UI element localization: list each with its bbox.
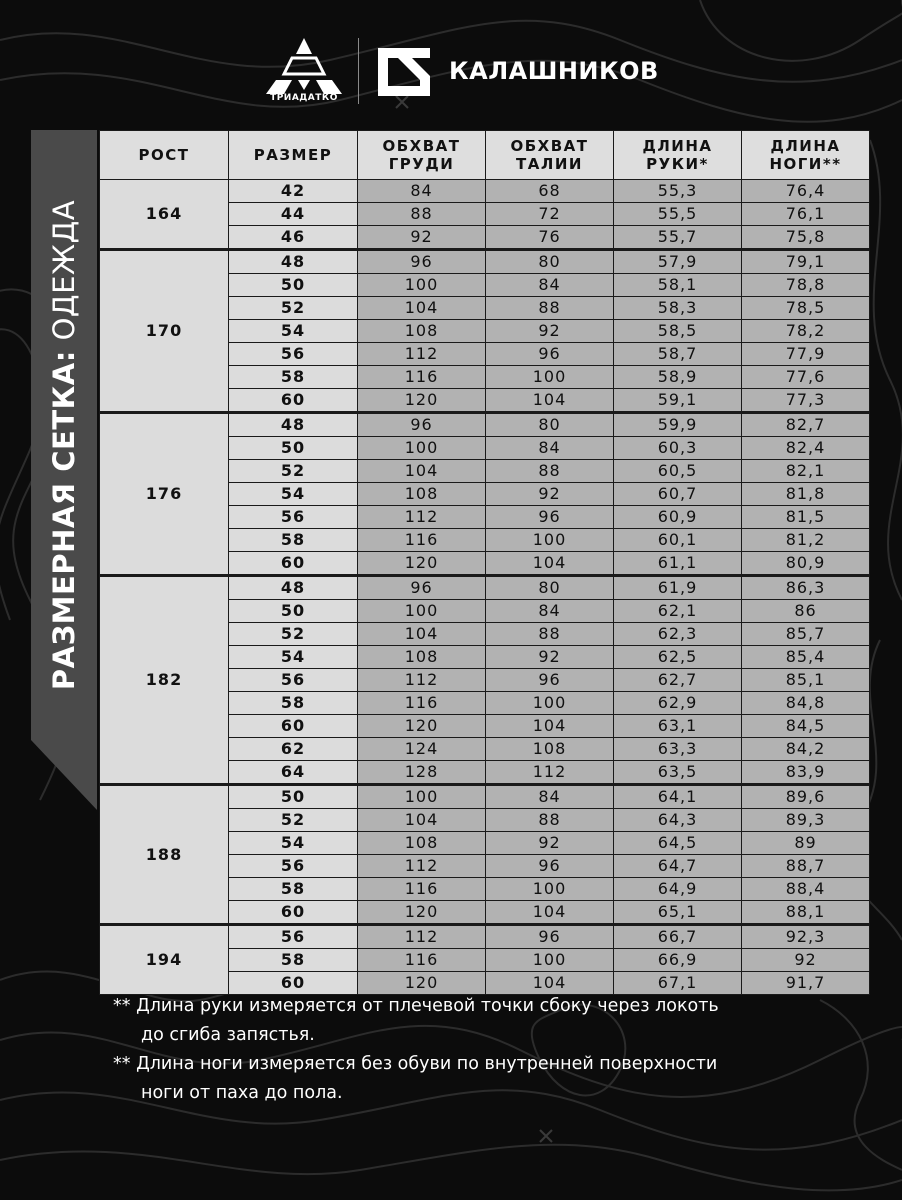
waist-cell: 92 bbox=[486, 646, 614, 669]
size-cell: 48 bbox=[229, 576, 358, 600]
leg-length-cell: 88,1 bbox=[742, 901, 870, 925]
footnote-leg-line1: ** Длина ноги измеряется без обуви по внутренней поверхности bbox=[113, 1054, 718, 1074]
arm-length-cell: 67,1 bbox=[614, 972, 742, 995]
chest-cell: 96 bbox=[358, 250, 486, 274]
waist-cell: 100 bbox=[486, 878, 614, 901]
arm-length-cell: 58,5 bbox=[614, 320, 742, 343]
column-header-leg-line2: НОГИ** bbox=[769, 155, 842, 173]
size-cell: 54 bbox=[229, 646, 358, 669]
size-cell: 60 bbox=[229, 972, 358, 995]
waist-cell: 88 bbox=[486, 460, 614, 483]
chest-cell: 96 bbox=[358, 576, 486, 600]
size-table-body bbox=[100, 180, 870, 995]
footnote-leg-line2: ноги от паха до пола. bbox=[141, 1083, 343, 1103]
size-cell: 64 bbox=[229, 761, 358, 785]
arm-length-cell: 66,9 bbox=[614, 949, 742, 972]
arm-length-cell: 58,3 bbox=[614, 297, 742, 320]
leg-length-cell: 82,4 bbox=[742, 437, 870, 460]
footnote-arm-line1: ** Длина руки измеряется от плечевой точки сбоку через локоть bbox=[113, 996, 719, 1016]
waist-cell: 72 bbox=[486, 203, 614, 226]
footnotes bbox=[113, 992, 813, 1108]
leg-length-cell: 86 bbox=[742, 600, 870, 623]
column-header-chest bbox=[358, 131, 486, 180]
chest-cell: 104 bbox=[358, 460, 486, 483]
leg-length-cell: 84,2 bbox=[742, 738, 870, 761]
chest-cell: 116 bbox=[358, 529, 486, 552]
chest-cell: 108 bbox=[358, 483, 486, 506]
chest-cell: 116 bbox=[358, 692, 486, 715]
arm-length-cell: 63,1 bbox=[614, 715, 742, 738]
size-cell: 52 bbox=[229, 297, 358, 320]
chest-cell: 108 bbox=[358, 832, 486, 855]
waist-cell: 104 bbox=[486, 715, 614, 738]
size-cell: 54 bbox=[229, 320, 358, 343]
size-cell: 50 bbox=[229, 437, 358, 460]
table-row bbox=[100, 576, 870, 600]
size-cell: 56 bbox=[229, 506, 358, 529]
chest-cell: 120 bbox=[358, 972, 486, 995]
arm-length-cell: 60,3 bbox=[614, 437, 742, 460]
chest-cell: 88 bbox=[358, 203, 486, 226]
leg-length-cell: 77,3 bbox=[742, 389, 870, 413]
waist-cell: 96 bbox=[486, 343, 614, 366]
waist-cell: 84 bbox=[486, 600, 614, 623]
column-header-chest-line2: ГРУДИ bbox=[388, 155, 455, 173]
leg-length-cell: 85,1 bbox=[742, 669, 870, 692]
column-header-waist-line1: ОБХВАТ bbox=[510, 137, 589, 155]
chest-cell: 104 bbox=[358, 809, 486, 832]
chest-cell: 116 bbox=[358, 949, 486, 972]
leg-length-cell: 84,8 bbox=[742, 692, 870, 715]
leg-length-cell: 88,7 bbox=[742, 855, 870, 878]
chest-cell: 120 bbox=[358, 552, 486, 576]
table-row bbox=[100, 250, 870, 274]
leg-length-cell: 89 bbox=[742, 832, 870, 855]
size-cell: 56 bbox=[229, 855, 358, 878]
size-cell: 52 bbox=[229, 809, 358, 832]
waist-cell: 104 bbox=[486, 389, 614, 413]
size-cell: 48 bbox=[229, 413, 358, 437]
chest-cell: 100 bbox=[358, 274, 486, 297]
leg-length-cell: 77,6 bbox=[742, 366, 870, 389]
side-title bbox=[47, 200, 81, 690]
size-cell: 60 bbox=[229, 715, 358, 738]
arm-length-cell: 64,3 bbox=[614, 809, 742, 832]
table-row bbox=[100, 180, 870, 203]
size-cell: 42 bbox=[229, 180, 358, 203]
chest-cell: 112 bbox=[358, 343, 486, 366]
chest-cell: 112 bbox=[358, 506, 486, 529]
chest-cell: 124 bbox=[358, 738, 486, 761]
waist-cell: 88 bbox=[486, 623, 614, 646]
size-cell: 50 bbox=[229, 600, 358, 623]
table-row bbox=[100, 925, 870, 949]
size-table bbox=[99, 130, 870, 995]
table-row bbox=[100, 413, 870, 437]
side-title-light: ОДЕЖДА bbox=[47, 199, 81, 341]
arm-length-cell: 65,1 bbox=[614, 901, 742, 925]
leg-length-cell: 77,9 bbox=[742, 343, 870, 366]
leg-length-cell: 82,1 bbox=[742, 460, 870, 483]
column-header-height: РОСТ bbox=[100, 131, 229, 180]
leg-length-cell: 83,9 bbox=[742, 761, 870, 785]
arm-length-cell: 62,5 bbox=[614, 646, 742, 669]
leg-length-cell: 89,6 bbox=[742, 785, 870, 809]
chest-cell: 120 bbox=[358, 901, 486, 925]
waist-cell: 80 bbox=[486, 250, 614, 274]
chest-cell: 96 bbox=[358, 413, 486, 437]
arm-length-cell: 55,5 bbox=[614, 203, 742, 226]
height-cell: 176 bbox=[100, 413, 229, 576]
logo-divider bbox=[358, 38, 359, 104]
leg-length-cell: 84,5 bbox=[742, 715, 870, 738]
chest-cell: 108 bbox=[358, 646, 486, 669]
leg-length-cell: 76,4 bbox=[742, 180, 870, 203]
chest-cell: 120 bbox=[358, 389, 486, 413]
waist-cell: 104 bbox=[486, 552, 614, 576]
leg-length-cell: 85,7 bbox=[742, 623, 870, 646]
leg-length-cell: 78,8 bbox=[742, 274, 870, 297]
waist-cell: 100 bbox=[486, 949, 614, 972]
arm-length-cell: 58,7 bbox=[614, 343, 742, 366]
chest-cell: 104 bbox=[358, 623, 486, 646]
chest-cell: 104 bbox=[358, 297, 486, 320]
waist-cell: 92 bbox=[486, 832, 614, 855]
column-header-arm-line1: ДЛИНА bbox=[642, 137, 713, 155]
leg-length-cell: 88,4 bbox=[742, 878, 870, 901]
side-title-bold: РАЗМЕРНАЯ СЕТКА: bbox=[47, 350, 81, 691]
column-header-arm-line2: РУКИ* bbox=[646, 155, 709, 173]
arm-length-cell: 64,9 bbox=[614, 878, 742, 901]
arm-length-cell: 60,1 bbox=[614, 529, 742, 552]
leg-length-cell: 78,5 bbox=[742, 297, 870, 320]
column-header-arm bbox=[614, 131, 742, 180]
waist-cell: 100 bbox=[486, 366, 614, 389]
column-header-waist-line2: ТАЛИИ bbox=[516, 155, 583, 173]
header bbox=[0, 0, 902, 120]
height-cell: 188 bbox=[100, 785, 229, 925]
waist-cell: 96 bbox=[486, 506, 614, 529]
leg-length-cell: 91,7 bbox=[742, 972, 870, 995]
size-cell: 60 bbox=[229, 901, 358, 925]
waist-cell: 92 bbox=[486, 320, 614, 343]
column-header-size: РАЗМЕР bbox=[229, 131, 358, 180]
leg-length-cell: 86,3 bbox=[742, 576, 870, 600]
leg-length-cell: 78,2 bbox=[742, 320, 870, 343]
waist-cell: 68 bbox=[486, 180, 614, 203]
chest-cell: 112 bbox=[358, 855, 486, 878]
arm-length-cell: 58,9 bbox=[614, 366, 742, 389]
chest-cell: 108 bbox=[358, 320, 486, 343]
arm-length-cell: 59,1 bbox=[614, 389, 742, 413]
height-cell: 194 bbox=[100, 925, 229, 995]
waist-cell: 112 bbox=[486, 761, 614, 785]
arm-length-cell: 64,7 bbox=[614, 855, 742, 878]
arm-length-cell: 64,5 bbox=[614, 832, 742, 855]
size-cell: 54 bbox=[229, 832, 358, 855]
size-cell: 58 bbox=[229, 366, 358, 389]
waist-cell: 80 bbox=[486, 576, 614, 600]
waist-cell: 84 bbox=[486, 785, 614, 809]
arm-length-cell: 62,9 bbox=[614, 692, 742, 715]
size-cell: 54 bbox=[229, 483, 358, 506]
waist-cell: 96 bbox=[486, 669, 614, 692]
waist-cell: 84 bbox=[486, 274, 614, 297]
chest-cell: 92 bbox=[358, 226, 486, 250]
chest-cell: 128 bbox=[358, 761, 486, 785]
waist-cell: 80 bbox=[486, 413, 614, 437]
chest-cell: 116 bbox=[358, 878, 486, 901]
waist-cell: 100 bbox=[486, 529, 614, 552]
arm-length-cell: 62,7 bbox=[614, 669, 742, 692]
leg-length-cell: 79,1 bbox=[742, 250, 870, 274]
waist-cell: 84 bbox=[486, 437, 614, 460]
leg-length-cell: 85,4 bbox=[742, 646, 870, 669]
size-cell: 44 bbox=[229, 203, 358, 226]
waist-cell: 104 bbox=[486, 901, 614, 925]
chest-cell: 112 bbox=[358, 925, 486, 949]
waist-cell: 88 bbox=[486, 297, 614, 320]
size-cell: 62 bbox=[229, 738, 358, 761]
column-header-chest-line1: ОБХВАТ bbox=[382, 137, 461, 155]
arm-length-cell: 62,1 bbox=[614, 600, 742, 623]
kalashnikov-logo-icon bbox=[378, 48, 430, 96]
waist-cell: 96 bbox=[486, 855, 614, 878]
size-cell: 52 bbox=[229, 623, 358, 646]
footnote-arm-line2: до сгиба запястья. bbox=[141, 1025, 315, 1045]
arm-length-cell: 57,9 bbox=[614, 250, 742, 274]
leg-length-cell: 75,8 bbox=[742, 226, 870, 250]
table-row bbox=[100, 785, 870, 809]
waist-cell: 92 bbox=[486, 483, 614, 506]
leg-length-cell: 76,1 bbox=[742, 203, 870, 226]
arm-length-cell: 60,7 bbox=[614, 483, 742, 506]
chest-cell: 100 bbox=[358, 600, 486, 623]
arm-length-cell: 61,9 bbox=[614, 576, 742, 600]
arm-length-cell: 55,7 bbox=[614, 226, 742, 250]
column-header-leg bbox=[742, 131, 870, 180]
size-cell: 56 bbox=[229, 343, 358, 366]
size-cell: 50 bbox=[229, 274, 358, 297]
arm-length-cell: 60,9 bbox=[614, 506, 742, 529]
waist-cell: 108 bbox=[486, 738, 614, 761]
size-cell: 58 bbox=[229, 949, 358, 972]
chest-cell: 100 bbox=[358, 785, 486, 809]
height-cell: 164 bbox=[100, 180, 229, 250]
waist-cell: 96 bbox=[486, 925, 614, 949]
height-cell: 182 bbox=[100, 576, 229, 785]
waist-cell: 88 bbox=[486, 809, 614, 832]
size-cell: 56 bbox=[229, 925, 358, 949]
size-cell: 58 bbox=[229, 529, 358, 552]
column-header-waist bbox=[486, 131, 614, 180]
leg-length-cell: 82,7 bbox=[742, 413, 870, 437]
brand-name: КАЛАШНИКОВ bbox=[449, 57, 659, 85]
chest-cell: 116 bbox=[358, 366, 486, 389]
leg-length-cell: 92,3 bbox=[742, 925, 870, 949]
arm-length-cell: 55,3 bbox=[614, 180, 742, 203]
size-cell: 52 bbox=[229, 460, 358, 483]
size-cell: 60 bbox=[229, 389, 358, 413]
chest-cell: 112 bbox=[358, 669, 486, 692]
leg-length-cell: 81,8 bbox=[742, 483, 870, 506]
chest-cell: 120 bbox=[358, 715, 486, 738]
arm-length-cell: 66,7 bbox=[614, 925, 742, 949]
arm-length-cell: 62,3 bbox=[614, 623, 742, 646]
chest-cell: 84 bbox=[358, 180, 486, 203]
table-header-row bbox=[100, 131, 870, 180]
arm-length-cell: 64,1 bbox=[614, 785, 742, 809]
leg-length-cell: 89,3 bbox=[742, 809, 870, 832]
arm-length-cell: 58,1 bbox=[614, 274, 742, 297]
arm-length-cell: 59,9 bbox=[614, 413, 742, 437]
column-header-leg-line1: ДЛИНА bbox=[770, 137, 841, 155]
leg-length-cell: 80,9 bbox=[742, 552, 870, 576]
size-cell: 60 bbox=[229, 552, 358, 576]
size-cell: 58 bbox=[229, 692, 358, 715]
waist-cell: 104 bbox=[486, 972, 614, 995]
leg-length-cell: 92 bbox=[742, 949, 870, 972]
size-cell: 48 bbox=[229, 250, 358, 274]
arm-length-cell: 60,5 bbox=[614, 460, 742, 483]
chest-cell: 100 bbox=[358, 437, 486, 460]
height-cell: 170 bbox=[100, 250, 229, 413]
size-cell: 46 bbox=[229, 226, 358, 250]
arm-length-cell: 63,3 bbox=[614, 738, 742, 761]
leg-length-cell: 81,5 bbox=[742, 506, 870, 529]
size-cell: 56 bbox=[229, 669, 358, 692]
waist-cell: 100 bbox=[486, 692, 614, 715]
leg-length-cell: 81,2 bbox=[742, 529, 870, 552]
size-cell: 50 bbox=[229, 785, 358, 809]
arm-length-cell: 63,5 bbox=[614, 761, 742, 785]
waist-cell: 76 bbox=[486, 226, 614, 250]
arm-length-cell: 61,1 bbox=[614, 552, 742, 576]
triad-label: ТРИАДАТКО bbox=[270, 93, 338, 103]
size-cell: 58 bbox=[229, 878, 358, 901]
